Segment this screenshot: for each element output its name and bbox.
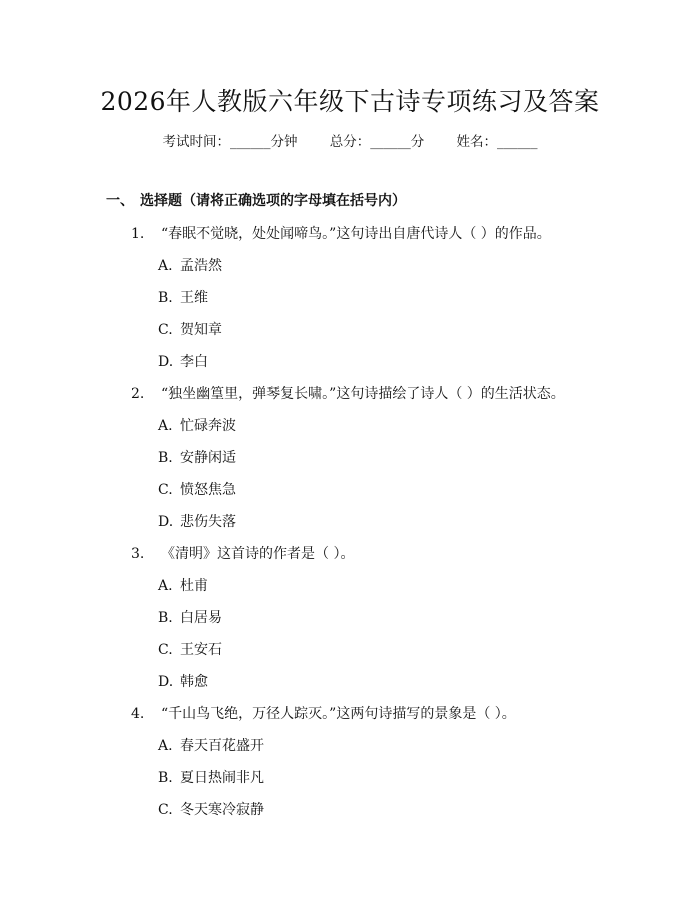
option-text: 夏日热闹非凡 <box>180 770 264 786</box>
option-text: 悲伤失落 <box>180 514 236 530</box>
option-text: 王维 <box>180 290 208 306</box>
option-1-c <box>0 318 700 350</box>
question-3 <box>0 542 700 574</box>
option-letter: B. <box>158 290 173 306</box>
option-text: 春天百花盛开 <box>180 738 264 754</box>
section-number: 一、 <box>106 193 134 209</box>
option-letter: D. <box>158 354 174 370</box>
exam-name: 姓名：______ <box>456 134 538 150</box>
option-text: 忙碌奔波 <box>180 418 236 434</box>
option-letter: A. <box>158 258 173 274</box>
option-text: 李白 <box>180 354 208 370</box>
option-text: 愤怒焦急 <box>180 482 236 498</box>
question-number: 1. <box>131 226 145 242</box>
option-text: 杜甫 <box>180 578 208 594</box>
option-letter: A. <box>158 738 173 754</box>
option-letter: D. <box>158 514 174 530</box>
question-number: 4. <box>131 706 145 722</box>
question-list <box>0 222 700 830</box>
option-letter: A. <box>158 418 173 434</box>
exam-score: 总分：______分 <box>329 134 425 150</box>
option-letter: B. <box>158 610 173 626</box>
option-3-d <box>0 670 700 702</box>
option-letter: B. <box>158 770 173 786</box>
option-3-c <box>0 638 700 670</box>
option-2-b <box>0 446 700 478</box>
option-2-d <box>0 510 700 542</box>
option-4-c <box>0 798 700 830</box>
option-letter: C. <box>158 642 173 658</box>
question-4 <box>0 702 700 734</box>
option-text: 贺知章 <box>180 322 222 338</box>
question-number: 2. <box>131 386 145 402</box>
option-letter: C. <box>158 482 173 498</box>
question-1 <box>0 222 700 254</box>
option-text: 冬天寒冷寂静 <box>180 802 264 818</box>
question-2 <box>0 382 700 414</box>
option-4-b <box>0 766 700 798</box>
question-number: 3. <box>131 546 145 562</box>
option-letter: A. <box>158 578 173 594</box>
section-heading <box>106 190 406 210</box>
question-text: 《清明》这首诗的作者是（ ）。 <box>161 546 355 562</box>
exam-info <box>0 130 700 150</box>
question-text: “春眠不觉晓，处处闻啼鸟。”这句诗出自唐代诗人（ ）的作品。 <box>161 226 551 242</box>
option-2-a <box>0 414 700 446</box>
option-2-c <box>0 478 700 510</box>
option-1-d <box>0 350 700 382</box>
option-letter: B. <box>158 450 173 466</box>
option-letter: C. <box>158 322 173 338</box>
option-text: 孟浩然 <box>180 258 222 274</box>
option-text: 韩愈 <box>180 674 208 690</box>
option-text: 白居易 <box>180 610 222 626</box>
option-1-b <box>0 286 700 318</box>
option-3-a <box>0 574 700 606</box>
option-text: 王安石 <box>180 642 222 658</box>
option-3-b <box>0 606 700 638</box>
option-text: 安静闲适 <box>180 450 236 466</box>
section-title: 选择题（请将正确选项的字母填在括号内） <box>140 193 406 209</box>
option-4-a <box>0 734 700 766</box>
question-text: “独坐幽篁里，弹琴复长啸。”这句诗描绘了诗人（ ）的生活状态。 <box>161 386 565 402</box>
question-text: “千山鸟飞绝，万径人踪灭。”这两句诗描写的景象是（ ）。 <box>161 706 516 722</box>
option-letter: D. <box>158 674 174 690</box>
page-title: 2026年人教版六年级下古诗专项练习及答案 <box>100 87 600 116</box>
option-letter: C. <box>158 802 173 818</box>
option-1-a <box>0 254 700 286</box>
exam-time: 考试时间：______分钟 <box>162 134 298 150</box>
